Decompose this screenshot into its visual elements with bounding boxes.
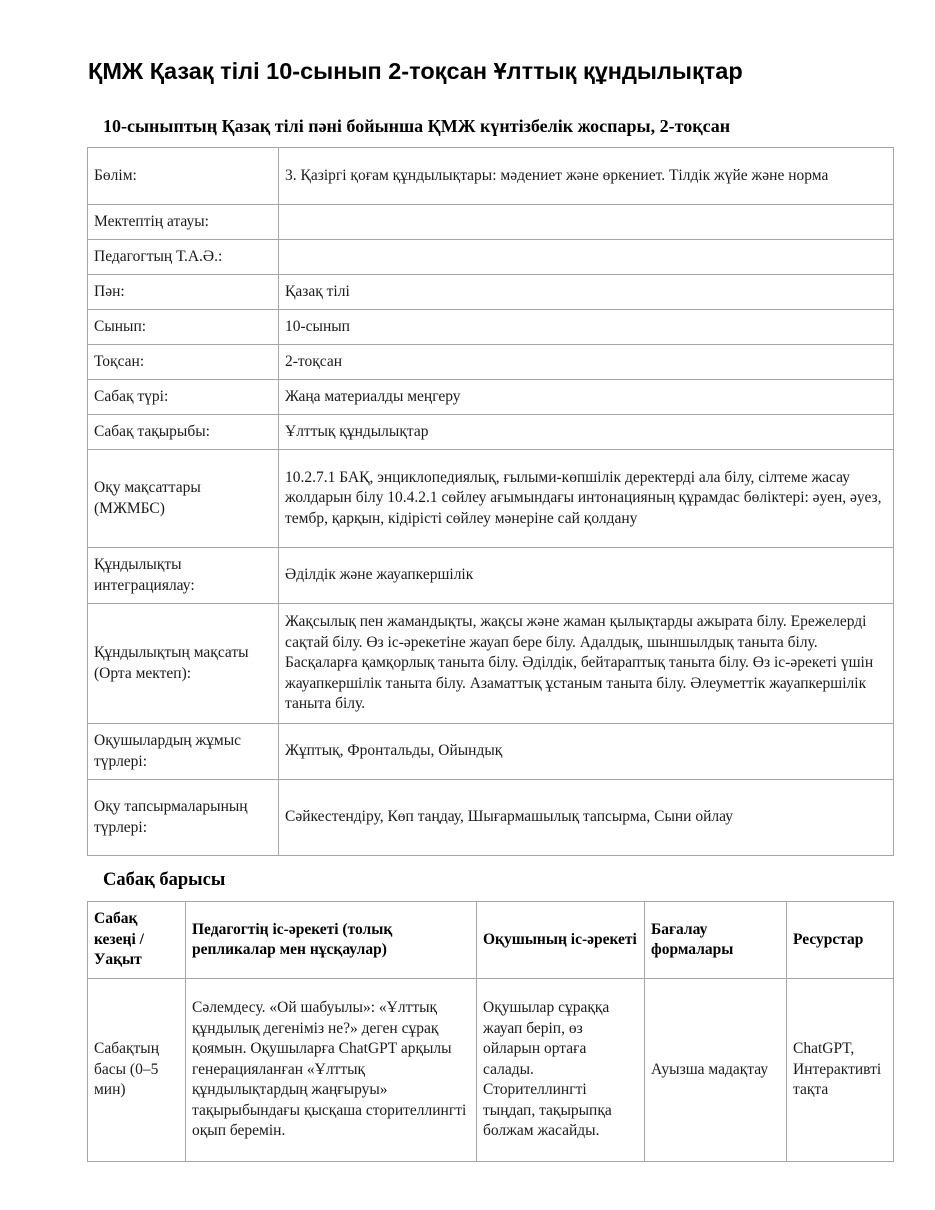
document-title: ҚМЖ Қазақ тілі 10-сынып 2-тоқсан Ұлттық құндылықтар xyxy=(88,58,743,84)
column-header: Сабақ кезеңі / Уақыт xyxy=(88,902,186,979)
info-label: Құндылықтың мақсаты (Орта мектеп): xyxy=(88,604,279,724)
info-label: Оқу мақсаттары (МЖМБС) xyxy=(88,450,279,548)
table-row xyxy=(88,724,894,780)
table-row xyxy=(88,240,894,275)
info-label: Мектептің атауы: xyxy=(88,205,279,240)
info-value: 10-сынып xyxy=(279,310,894,345)
info-value: Жаңа материалды меңгеру xyxy=(279,380,894,415)
info-value: 3. Қазіргі қоғам құндылықтары: мәдениет және өркениет. Тілдік жүйе және норма xyxy=(279,148,894,205)
table-row xyxy=(88,780,894,856)
table-row xyxy=(88,148,894,205)
column-header: Ресурстар xyxy=(787,902,894,979)
info-value: Жақсылық пен жамандықты, жақсы және жаман қылықтарды ажырата білу. Ережелерді сақтай білу. Өз іс-әрекетіне жауап бере білу. Адалдық, шыншылдық танытa білу. Басқаларға қамқорлық танытa білу. Әділдік, бейтараптық танытa білу. Өз іс-әрекеті үшін жауапкершілік танытa білу. Азаматтық ұстаным танытa білу. Әлеуметтік жауапкершілік танытa білу. xyxy=(279,604,894,724)
info-label: Сабақ тақырыбы: xyxy=(88,415,279,450)
info-value xyxy=(279,240,894,275)
info-label: Сабақ түрі: xyxy=(88,380,279,415)
column-header: Педагогтің іс-әрекеті (толық репликалар мен нұсқаулар) xyxy=(186,902,477,979)
info-value xyxy=(279,205,894,240)
lesson-stage-cell: Сабақтың басы (0–5 мин) xyxy=(88,979,186,1162)
info-value: 10.2.7.1 БАҚ, энциклопедиялық, ғылыми-көпшілік деректерді ала білу, сілтеме жасау жолдарын білу 10.4.2.1 сөйлеу ағымындағы интонацияның құрамдас бөліктері: әуен, әуез, тембр, қарқын, кідірісті сөйлеу мәнеріне сай қолдану xyxy=(279,450,894,548)
table-row xyxy=(88,205,894,240)
info-label: Пән: xyxy=(88,275,279,310)
info-value: Әділдік және жауапкершілік xyxy=(279,548,894,604)
lesson-info-table xyxy=(87,147,894,856)
student-activity-cell: Оқушылар сұраққа жауап беріп, өз ойларын ортаға салады. Сторителлингті тыңдап, тақырыпқа болжам жасайды. xyxy=(477,979,645,1162)
table-row xyxy=(88,345,894,380)
column-header: Бағалау формалары xyxy=(645,902,787,979)
table-row xyxy=(88,450,894,548)
table-header-row xyxy=(88,902,894,979)
column-header: Оқушының іс-әрекеті xyxy=(477,902,645,979)
resources-cell: ChatGPT, Интерактивті тақта xyxy=(787,979,894,1162)
info-label: Құндылықты интеграциялау: xyxy=(88,548,279,604)
table-row xyxy=(88,415,894,450)
info-value: Ұлттық құндылықтар xyxy=(279,415,894,450)
info-value: Жұптық, Фронтальды, Ойындық xyxy=(279,724,894,780)
table-row xyxy=(88,979,894,1162)
info-value: Қазақ тілі xyxy=(279,275,894,310)
info-label: Тоқсан: xyxy=(88,345,279,380)
table-row xyxy=(88,380,894,415)
info-label: Педагогтың Т.А.Ә.: xyxy=(88,240,279,275)
teacher-activity-cell: Сәлемдесу. «Ой шабуылы»: «Ұлттық құндылық дегеніміз не?» деген сұрақ қоямын. Оқушыларға ChatGPT арқылы генерацияланған «Ұлттық құндылықтардың жаңғыруы» тақырыбындағы қысқаша сторителлингті оқып беремін. xyxy=(186,979,477,1162)
info-label: Сынып: xyxy=(88,310,279,345)
info-label: Оқушылардың жұмыс түрлері: xyxy=(88,724,279,780)
table-row xyxy=(88,604,894,724)
plan-subtitle: 10-сыныптың Қазақ тілі пәні бойынша ҚМЖ күнтізбелік жоспары, 2-тоқсан xyxy=(103,116,731,136)
lesson-flow-heading: Сабақ барысы xyxy=(103,870,226,890)
info-label: Оқу тапсырмаларының түрлері: xyxy=(88,780,279,856)
info-value: 2-тоқсан xyxy=(279,345,894,380)
info-value: Сәйкестендіру, Көп таңдау, Шығармашылық тапсырма, Сыни ойлау xyxy=(279,780,894,856)
table-row xyxy=(88,310,894,345)
lesson-flow-table xyxy=(87,901,894,1162)
assessment-cell: Ауызша мадақтау xyxy=(645,979,787,1162)
table-row xyxy=(88,275,894,310)
info-label: Бөлім: xyxy=(88,148,279,205)
table-row xyxy=(88,548,894,604)
